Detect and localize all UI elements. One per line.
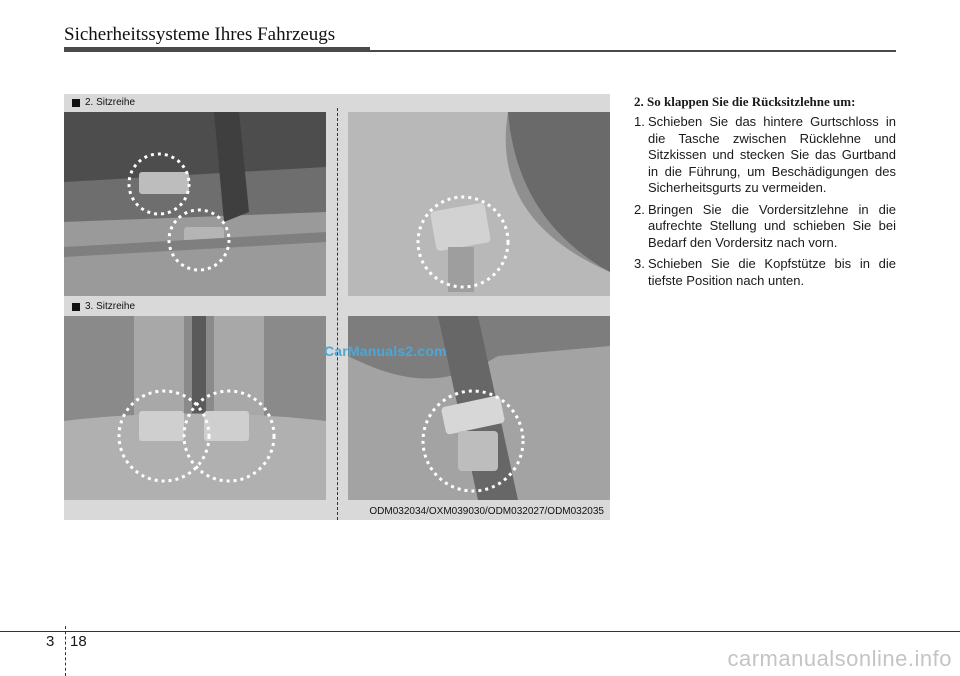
photo-row2-seat-buckles (64, 112, 326, 296)
square-bullet-icon (72, 303, 80, 311)
site-watermark: CarManuals2.com (324, 343, 447, 359)
footer-rule (0, 631, 960, 632)
footer-watermark: carmanualsonline.info (727, 646, 952, 671)
photo-row2-buckle-closeup (348, 112, 610, 296)
instruction-step: 1. Schieben Sie das hintere Gurtschloss in die Tasche zwischen Rücklehne und Sitzkissen und stecken Sie das Gurtband in die Führung, um Beschädigungen des Sicherheitsgurts zu vermeiden. (634, 114, 896, 195)
label-row-3: 3. Sitzreihe (72, 301, 135, 312)
figure-divider (337, 108, 338, 520)
instruction-step: 3. Schieben Sie die Kopfstütze bis in die tiefste Position nach unten. (634, 256, 896, 288)
instruction-heading: 2. So klappen Sie die Rücksitzlehne um: (634, 94, 856, 109)
page-header-title: Sicherheitssysteme Ihres Fahrzeugs (64, 24, 336, 45)
instruction-step: 2. Bringen Sie die Vordersitzlehne in die aufrechte Stellung und schieben Sie bei Bedarf den Vordersitz nach vorn. (634, 201, 896, 250)
square-bullet-icon (72, 99, 80, 107)
page-number: 18 (70, 633, 87, 650)
photo-row3-seat-buckles (64, 316, 326, 500)
header-rule (64, 50, 896, 52)
instruction-column (634, 94, 896, 294)
footer-divider (65, 626, 66, 676)
page-chapter: 3 (46, 633, 55, 650)
figure-caption: ODM032034/OXM039030/ODM032027/ODM032035 (369, 506, 604, 517)
label-row-2: 2. Sitzreihe (72, 97, 135, 108)
